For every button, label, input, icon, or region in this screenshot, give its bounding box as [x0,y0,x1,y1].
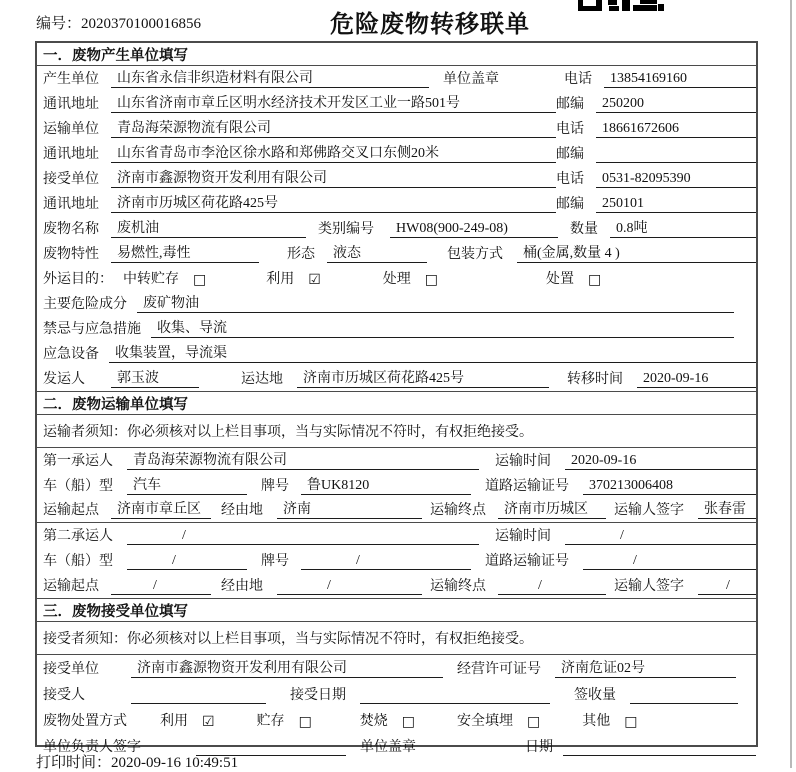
purpose-label: 外运目的： [43,272,113,287]
road-license1-value: 370213006408 [583,478,756,495]
route1-sign-label: 运输人签字 [614,503,684,518]
vehicle1-row [37,473,756,498]
route2-end-label: 运输终点 [430,579,486,594]
waste-category-value: HW08(900-249-08) [390,221,558,238]
accept-unit-row [37,655,756,681]
disposal-landfill-label: 安全填埋 [457,714,514,729]
packing-label: 包装方式 [447,247,503,262]
route1-start-value: 济南市章丘区 [111,498,211,519]
receiver-row [37,166,756,191]
receiver-phone-value: 0531-82095390 [596,171,756,188]
purpose-dispose-checkbox-icon: □ [588,272,602,288]
purpose-option-dispose-label: 处置 [546,272,575,287]
producer-zip-label: 邮编 [556,97,584,112]
route2-row [37,573,756,598]
waste-form-label: 形态 [287,247,315,262]
hazard-row [37,291,756,316]
carrier2-time-value: / [565,528,756,545]
carrier2-value: / [127,528,479,545]
route1-end-label: 运输终点 [430,503,486,518]
waste-name-label: 废物名称 [43,222,99,237]
transporter-zip-value [596,162,756,163]
producer-phone-value: 13854169160 [604,71,756,88]
print-time-line [36,751,238,772]
equipment-row [37,341,756,366]
accept-unit-value: 济南市鑫源物资开发利用有限公司 [131,657,443,678]
plate2-label: 牌号 [261,554,289,569]
acceptor-label: 接受人 [43,688,85,703]
page-edge-divider [790,0,792,768]
section2-header: 二．废物运输单位填写 [37,391,756,415]
print-time-label: 打印时间： [36,755,112,771]
sign-date-label: 日期 [525,740,553,755]
receiver-address-label: 通讯地址 [43,197,99,212]
section3-body [37,655,756,759]
equipment-label: 应急设备 [43,347,99,362]
hazard-value: 废矿物油 [137,292,734,313]
accept-unit-label: 接受单位 [43,662,99,677]
taboo-label: 禁忌与应急措施 [43,322,141,337]
plate1-label: 牌号 [261,479,289,494]
route1-via-label: 经由地 [221,503,263,518]
receiver-notice: 接受者须知：你必须核对以上栏目事项，当与实际情况不符时，有权拒绝接受。 [37,622,756,655]
route2-start-value: / [111,578,211,595]
road-license1-label: 道路运输证号 [485,479,569,494]
carrier2-row [37,523,756,548]
waste-quantity-label: 数量 [570,222,598,237]
plate1-value: 鲁UK8120 [301,474,471,495]
disposal-method-row [37,707,756,733]
disposal-landfill-checkbox-icon: □ [527,714,541,730]
carrier1-time-label: 运输时间 [495,454,551,469]
purpose-option-treat-label: 处理 [382,272,411,287]
qr-code-fragment-icon [578,0,664,12]
disposal-use-checkbox-icon: ☑ [202,714,215,730]
route2-start-label: 运输起点 [43,579,99,594]
destination-label: 运达地 [241,372,283,387]
carrier2-time-label: 运输时间 [495,529,551,544]
producer-row [37,66,756,91]
receiver-address-row [37,191,756,216]
transfer-time-label: 转移时间 [567,372,623,387]
producer-value: 山东省永信非织造材料有限公司 [111,67,429,88]
operating-license-label: 经营许可证号 [457,662,541,677]
producer-address-row [37,91,756,116]
waste-traits-value: 易燃性,毒性 [111,242,259,263]
purpose-transfer-checkbox-icon: □ [193,272,207,288]
purpose-use-checkbox-icon: ☑ [308,272,321,288]
taboo-row [37,316,756,341]
route1-start-label: 运输起点 [43,503,99,518]
route1-via-value: 济南 [277,498,422,519]
sign-date-value [563,755,756,756]
vehicle2-row [37,548,756,573]
signed-amount-label: 签收量 [574,688,616,703]
carrier2-label: 第二承运人 [43,529,113,544]
producer-label: 产生单位 [43,72,99,87]
transfer-time-value: 2020-09-16 [637,371,756,388]
waste-quantity-value: 0.8吨 [610,217,756,238]
section3-header: 三．废物接受单位填写 [37,598,756,622]
route1-row [37,498,756,523]
serial-label: 编号： [36,16,82,32]
receiver-zip-value: 250101 [596,196,756,213]
operating-license-value: 济南危证02号 [555,657,736,678]
route2-via-value: / [277,578,422,595]
carrier1-value: 青岛海荣源物流有限公司 [127,449,479,470]
equipment-value: 收集装置，导流渠 [109,342,756,363]
transporter-row [37,116,756,141]
accept-date-value [360,703,550,704]
disposal-method-label: 废物处置方式 [43,714,127,729]
hazard-label: 主要危险成分 [43,297,127,312]
purpose-row [37,266,756,291]
producer-address-value: 山东省济南市章丘区明水经济技术开发区工业一路501号 [111,92,556,113]
route2-sign-label: 运输人签字 [614,579,684,594]
transporter-zip-label: 邮编 [556,147,584,162]
carrier1-time-value: 2020-09-16 [565,453,756,470]
producer-address-label: 通讯地址 [43,97,99,112]
producer-seal-label: 单位盖章 [443,72,499,87]
disposal-other-label: 其他 [582,714,611,729]
purpose-option-use-label: 利用 [266,272,295,287]
receiver-address-value: 济南市历城区荷花路425号 [111,192,556,213]
shipper-value: 郭玉波 [111,367,199,388]
transporter-value: 青岛海荣源物流有限公司 [111,117,556,138]
transporter-address-label: 通讯地址 [43,147,99,162]
disposal-burn-label: 焚烧 [359,714,388,729]
accept-date-label: 接受日期 [290,688,346,703]
serial-number: 2020370100016856 [81,16,202,32]
acceptor-row [37,681,756,707]
serial-line [36,12,201,33]
carrier1-label: 第一承运人 [43,454,113,469]
vehicle2-label: 车（船）型 [43,554,113,569]
waste-form-value: 液态 [327,242,427,263]
waste-traits-label: 废物特性 [43,247,99,262]
shipper-label: 发运人 [43,372,85,387]
unit-seal-label: 单位盖章 [360,740,416,755]
transporter-address-row [37,141,756,166]
route1-end-value: 济南市历城区 [498,498,606,519]
transporter-notice: 运输者须知：你必须核对以上栏目事项，当与实际情况不符时，有权拒绝接受。 [37,415,756,448]
transporter-phone-label: 电话 [556,122,584,137]
packing-value: 桶(金属,数量 4 ) [517,242,756,263]
receiver-phone-label: 电话 [556,172,584,187]
purpose-treat-checkbox-icon: □ [424,272,439,288]
carrier1-row [37,448,756,473]
document-header [0,0,796,41]
manifest-form [35,41,758,755]
plate2-value: / [301,553,471,570]
road-license2-label: 道路运输证号 [485,554,569,569]
disposal-burn-checkbox-icon: □ [401,714,416,730]
transporter-phone-value: 18661672606 [596,121,756,138]
destination-value: 济南市历城区荷花路425号 [297,367,549,388]
print-time-value: 2020-09-16 10:49:51 [111,755,239,771]
page-title: 危险废物转移联单 [330,12,530,38]
waste-category-label: 类别编号 [318,222,374,237]
acceptor-value [131,703,266,704]
section1-header: 一．废物产生单位填写 [37,43,756,66]
shipper-row [37,366,756,391]
producer-phone-label: 电话 [564,72,592,87]
disposal-other-checkbox-icon: □ [624,714,638,730]
receiver-label: 接受单位 [43,172,99,187]
disposal-use-label: 利用 [160,714,188,729]
waste-traits-row [37,241,756,266]
waste-name-value: 废机油 [111,217,306,238]
route2-via-label: 经由地 [221,579,263,594]
disposal-store-label: 贮存 [256,714,285,729]
route2-sign-value: / [698,578,756,595]
receiver-zip-label: 邮编 [556,197,584,212]
route2-end-value: / [498,578,606,595]
road-license2-value: / [583,553,756,570]
responsible-signature-label: 单位负责人签字 [43,740,141,755]
vehicle2-value: / [127,553,247,570]
signed-amount-value [630,703,738,704]
receiver-value: 济南市鑫源物资开发利用有限公司 [111,167,556,188]
vehicle1-value: 汽车 [127,474,247,495]
taboo-value: 收集、导流 [151,317,734,338]
route1-sign-value: 张春雷 [698,498,756,519]
producer-zip-value: 250200 [596,96,756,113]
transporter-address-value: 山东省青岛市李沧区徐水路和郑佛路交叉口东侧20米 [111,142,556,163]
waste-name-row [37,216,756,241]
purpose-option-transfer-label: 中转贮存 [123,272,179,287]
vehicle1-label: 车（船）型 [43,479,113,494]
disposal-store-checkbox-icon: □ [298,714,312,730]
transporter-label: 运输单位 [43,122,99,137]
